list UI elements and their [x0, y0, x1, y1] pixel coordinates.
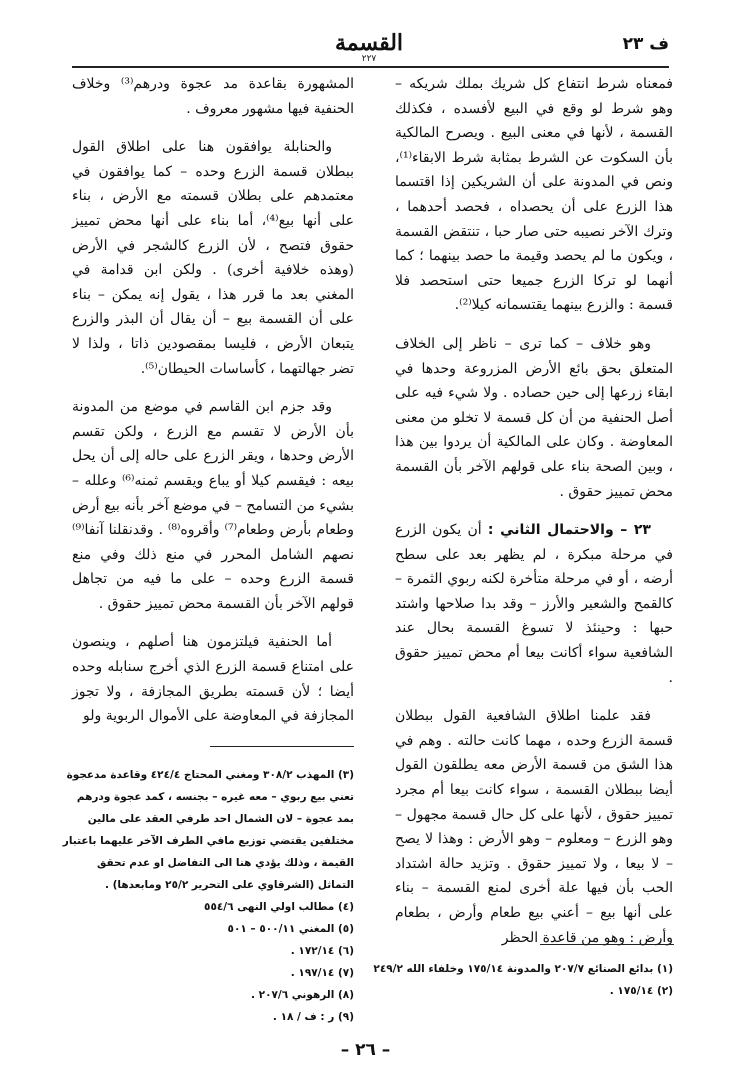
section-code: ف ٢٣ — [622, 34, 669, 54]
section-heading: ٢٣ – والاحتمال الثاني : — [487, 522, 651, 539]
paragraph: وهو خلاف – كما ترى – ناظر إلى الخلاف المتعلق بحق بائع الأرض المزروعة وحدها في ابقاء زرعها إلى حين حصاده . ولا شيء فيه على أصل الحنفية من أن كل قسمة لا تخلو من معنى المعاوضة . وكان على المالكية أن يردوا بين هذا ، وبين الصحة بناء على قولهم الآخر بأن القسمة محض تمييز حقوق . — [395, 335, 673, 500]
paragraph — [395, 518, 673, 690]
footnote: القيمة ، وذلك يؤدي هنا الى التفاضل او عدم تحقق — [97, 857, 354, 869]
right-column — [395, 72, 673, 964]
paragraph: فمعناه شرط انتفاع كل شريك بملك شريكه – وهو شرط لو وقع في البيع لأفسده ، فكذلك القسمة ، لأنها في معنى البيع . ويصرح المالكية بأن السكوت عن الشرط بمثابة شرط الابقاء⁽¹⁾، ونص في المدونة على أن الشريكين إذا اقتسما هذا الزرع على أن يحصداه ، فحصد أحدهما ، وترك الآخر نصيبه حتى صار حبا ، تنتقض القسمة ، ويكون ما لم يحصد وقيمة ما حصد بينهما ؛ كما أنهما لو تركا الزرع جميعا حتى استحصد فلا قسمة : والزرع بينهما يقتسمانه كيلا⁽²⁾. — [395, 76, 673, 314]
footnote: التماثل (الشرقاوي على التحرير ٢٥/٢ ومابعدها) . — [104, 879, 354, 891]
footnote: (٣) المهذب ٣٠٨/٢ ومغني المحتاج ٤٢٤/٤ وقاعدة مدعجوة — [66, 769, 354, 781]
paragraph: والحنابلة يوافقون هنا على اطلاق القول ببطلان قسمة الزرع وحده – كما يوافقون في معتمدهم على بطلان قسمته مع الأرض ، بناء على أنها بيع⁽⁴⁾، أما بناء على أنها محض تمييز حقوق فتصح ، لأن الزرع كالشجر في الأرض (وهذه خلافية أخرى) . ولكن ابن قدامة في المغني بعد ما قرر هذا ، يقول إنه يمكن – بناء على أن القسمة بيع – أن يقال أن البذر والزرع يتبعان الأرض ، فليسا بمقصودين ذاتا ، ولذا لا تضر جهالتهما ، كأساسات الحيطان⁽⁵⁾. — [72, 139, 354, 377]
footnote-rule-right — [540, 944, 674, 945]
footnote: (٧) ١٩٧/١٤ . — [290, 967, 354, 979]
paragraph: أما الحنفية فيلتزمون هنا أصلهم ، وينصون على امتناع قسمة الزرع الذي أخرج سنابله وحده أيضا ؛ لأن قسمته بطريق المجازفة ، ولا تجوز المجازفة في المعاوضة على الأموال الربوية ولو — [72, 634, 354, 725]
footnotes-left — [62, 764, 354, 1028]
footnote: (٦) ١٧٢/١٤ . — [290, 945, 354, 957]
page-number: – ٢٦ – — [340, 1040, 391, 1060]
header-rule — [72, 66, 669, 68]
page-title-text: القسمة — [334, 30, 404, 56]
footnote: (٤) مطالب اولي النهى ٥٥٤/٦ — [204, 901, 354, 913]
footnote-rule-left — [210, 746, 354, 747]
footnote: (٨) الرهوني ٢٠٧/٦ . — [251, 989, 354, 1001]
footnote: تعني بيع ربوي – معه غيره – بجنسه ، كمد عجوة ودرهم — [76, 791, 354, 803]
footnote: (٩) ر : ف / ١٨ . — [272, 1011, 354, 1023]
paragraph-body: أن يكون الزرع في مرحلة مبكرة ، لم يظهر بعد على سطح أرضه ، أو في مرحلة متأخرة لكنه ربوي الثمرة – كالقمح والشعير والأرز – وقد بدا صلاحها واشتد حبها : وحينئذ لا تسوغ القسمة بحال عند الشافعية سواء أكانت بيعا أم محض تمييز حقوق . — [395, 522, 673, 686]
footnote: بمد عجوة – لان الشمال احد طرفي العقد على مالين — [87, 813, 354, 825]
footnote: (٥) المغني ٥٠٠/١١ – ٥٠١ — [227, 923, 354, 935]
footnote: (٢) ١٧٥/١٤ . — [609, 985, 673, 997]
footnote: مختلفين يقتضي توزيع مافي الطرف الآخر عليهما باعتبار — [62, 835, 354, 847]
paragraph: فقد علمنا اطلاق الشافعية القول ببطلان قسمة الزرع وحده ، مهما كانت حالته . وهم في هذا الشق من قسمة الأرض معه يطلقون القول أيضا ببطلان القسمة ، سواء كانت بيعا أم مجرد تمييز حقوق ، لأنها على كل حال قسمة مجهول – وهو الزرع – ومعلوم – وهو الأرض : وهذا لا يصح – لا بيعا ، ولا تمييز حقوق . وتزيد حالة اشتداد الحب بأن فيها علة أخرى لمنع القسمة – بناء على أنها بيع – أعني بيع طعام وأرض ، بطعام وأرض : وهو من قاعدة الحظر — [395, 708, 673, 946]
footnotes-right — [373, 958, 673, 1002]
footnote: (١) بدائع الصنائع ٢٠٧/٧ والمدونة ١٧٥/١٤ وخلفاء الله ٢٤٩/٢ — [373, 963, 673, 975]
left-column — [72, 72, 354, 743]
paragraph: وقد جزم ابن القاسم في موضع من المدونة بأن الأرض لا تقسم مع الزرع ، ولكن تقسم الأرض وحدها ، ويقر الزرع على حاله إلى أن يحل بيعه : فيقسم كيلا أو يباع ويقسم ثمنه⁽⁶⁾ وعلله – بشيء من التسامح – في موضع آخر بأنه بيع أرض وطعام بأرض وطعام⁽⁷⁾ وأقروه⁽⁸⁾ . وقدنقلنا آنفا⁽⁹⁾ نصهم الشامل المحرر في منع ذلك وفي منع قسمة الزرع وحده – على ما فيه من تجاهل قولهم الآخر بأن القسمة محض تمييز حقوق . — [72, 399, 355, 612]
paragraph: المشهورة بقاعدة مد عجوة ودرهم⁽³⁾ وخلاف الحنفية فيها مشهور معروف . — [72, 76, 354, 117]
page-title — [322, 30, 416, 64]
page-title-sub: ٢٢٧ — [361, 54, 377, 64]
